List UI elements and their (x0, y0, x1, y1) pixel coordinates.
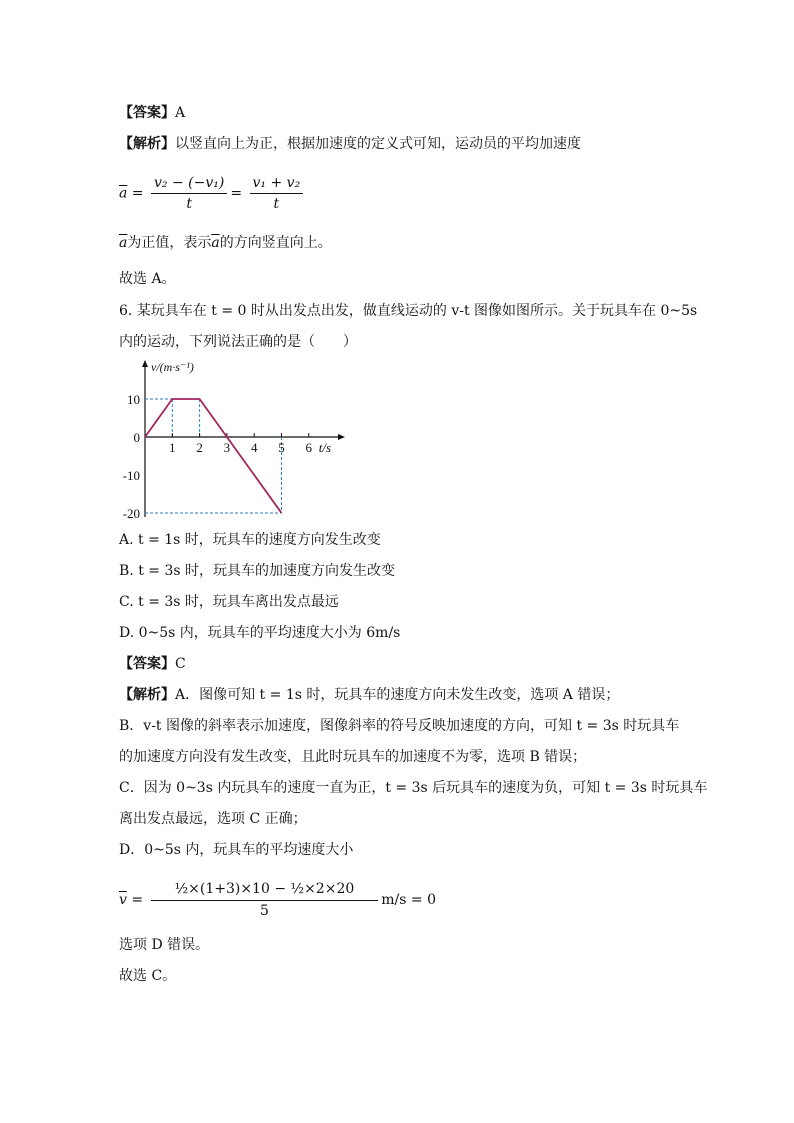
q6-analysis-line-4: C．因为 0~3s 内玩具车的速度一直为正，t = 3s 后玩具车的速度为负，可知 t = 3s 时玩具车 (119, 780, 708, 796)
conclusion-text-2: 的方向竖直向上。 (219, 235, 332, 251)
option-a: A. t = 1s 时，玩具车的速度方向发生改变 (119, 532, 381, 548)
y-tick-label--20: -20 (122, 506, 140, 521)
x-axis-arrow (338, 434, 345, 440)
x-tick-label-3: 3 (223, 440, 231, 455)
formula-lhs: $\overline{a}$ (119, 185, 128, 202)
conclusion-text-1: 为正值，表示 (127, 235, 212, 251)
a-bar-symbol: $\overline{a}$ (211, 235, 220, 251)
formula-fraction-2 (250, 174, 304, 213)
formula-fraction-1 (151, 174, 227, 213)
option-b: B. t = 3s 时，玩具车的加速度方向发生改变 (119, 563, 395, 579)
formula-rhs: m/s = 0 (381, 892, 436, 908)
q5-formula: $\overline{a}$ = $\frac{\text{v₂ − (−v₁)}}{t}$ = $\frac{\text{v₁ + v₂}}{t}$ (119, 174, 306, 213)
series-line-0 (145, 399, 282, 513)
fraction-denominator: t (273, 196, 280, 212)
option-c: C. t = 3s 时，玩具车离出发点最远 (119, 594, 339, 610)
q6-analysis-line-3: 的加速度方向没有发生改变，且此时玩具车的加速度不为零，选项 B 错误； (119, 749, 587, 765)
answer-value: C (175, 656, 186, 672)
answer-tag: 【答案】 (119, 656, 175, 672)
fraction-numerator: v₁ + v₂ (250, 174, 304, 194)
fraction-denominator: t (186, 196, 192, 212)
q6-after: 选项 D 错误。 (119, 937, 210, 953)
q6-choose: 故选 C。 (119, 968, 177, 984)
x-tick-label-1: 1 (169, 440, 176, 455)
q6-analysis-line-5: 离出发点最远，选项 C 正确； (119, 811, 307, 827)
vt-chart (112, 355, 352, 525)
a-bar-symbol: $\overline{a}$ (119, 235, 128, 251)
y-tick-label--10: -10 (122, 468, 140, 483)
q6-stem-line-2: 内的运动，下列说法正确的是（ ） (119, 334, 357, 350)
q5-choose: 故选 A。 (119, 271, 176, 287)
q5-answer-line (119, 104, 185, 122)
fraction-numerator: ½×(1+3)×10 − ½×2×20 (151, 880, 379, 901)
y-axis-label: v/(m·s⁻¹) (151, 360, 194, 374)
q6-answer-line (119, 655, 186, 673)
q6-stem-line-1: 6. 某玩具车在 t = 0 时从出发点出发，做直线运动的 v-t 图像如图所示。关于玩具车在 0~5s (119, 303, 698, 319)
answer-value: A (175, 105, 186, 121)
formula-fraction (151, 880, 379, 920)
q6-analysis-line-1 (119, 686, 619, 704)
fraction-denominator: 5 (259, 903, 269, 919)
fraction-numerator: v₂ − (−v₁) (151, 174, 227, 194)
x-axis-label: t/s (318, 440, 332, 455)
q6-formula: $\overline{v}$ = $\frac{\text{½×(1+3)×10 − ½×2×20}}{5}$ m/s = 0 (119, 881, 436, 919)
x-tick-label-2: 2 (196, 440, 203, 455)
x-tick-label-6: 6 (305, 440, 313, 455)
x-tick-label-4: 4 (250, 440, 258, 455)
q5-analysis-line (119, 135, 581, 153)
analysis-text: 以竖直向上为正，根据加速度的定义式可知，运动员的平均加速度 (175, 136, 581, 152)
analysis-text: A．图像可知 t = 1s 时，玩具车的速度方向未发生改变，选项 A 错误； (175, 687, 620, 703)
answer-tag: 【答案】 (119, 105, 175, 121)
q6-analysis-line-6: D．0~5s 内，玩具车的平均速度大小 (119, 842, 354, 858)
analysis-tag: 【解析】 (119, 687, 175, 703)
y-tick-label-0: 0 (133, 430, 140, 445)
formula-lhs: $\overline{v}$ (119, 892, 127, 908)
option-d: D. 0~5s 内，玩具车的平均速度大小为 6m/s (119, 625, 401, 641)
x-tick-label-5: 5 (278, 440, 285, 455)
q6-analysis-line-2: B．v-t 图像的斜率表示加速度，图像斜率的符号反映加速度的方向，可知 t = 3s 时玩具车 (119, 718, 680, 734)
q5-conclusion (119, 234, 332, 252)
y-axis-arrow (142, 360, 148, 367)
y-tick-label-10: 10 (127, 392, 140, 407)
analysis-tag: 【解析】 (119, 136, 175, 152)
